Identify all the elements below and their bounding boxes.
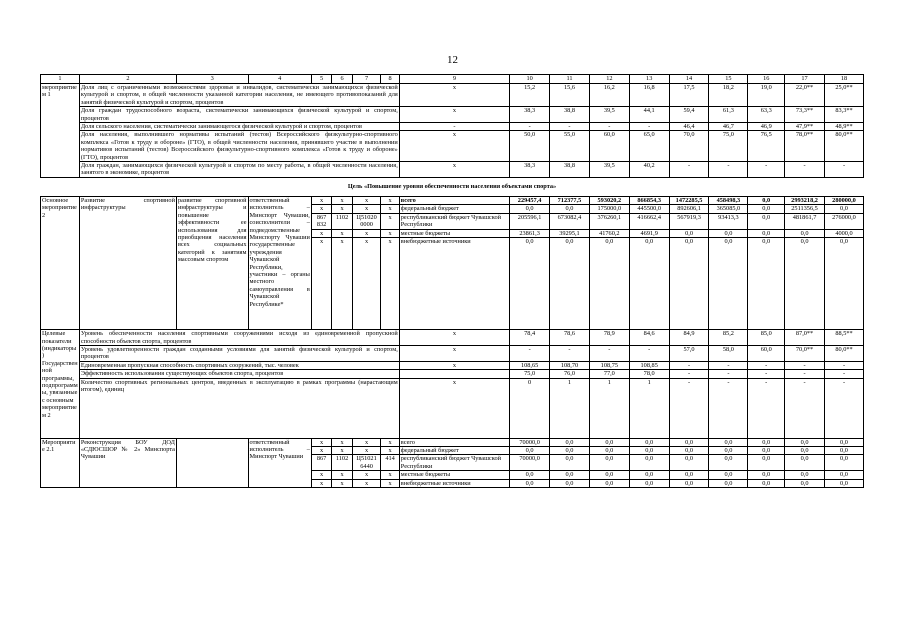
- value-cell: 78,0**: [785, 131, 825, 162]
- code-cell: х: [381, 229, 399, 237]
- code-cell: х: [381, 196, 399, 204]
- code-cell: х: [352, 229, 381, 237]
- value-cell: 40,2: [629, 162, 669, 178]
- code-cell: х: [332, 238, 352, 330]
- value-cell: -: [550, 345, 590, 361]
- event-purpose-cell: развитие спортивной инфраструктуры и повышение эффективности ее использования для приобщения населения всех социальных категорий к занятиям массовым спортом: [176, 196, 248, 329]
- value-cell: 0,0: [589, 238, 629, 330]
- code-cell: 414: [381, 455, 399, 471]
- value-cell: 892606,1: [669, 205, 709, 213]
- value-cell: 0,0: [550, 471, 590, 479]
- value-cell: 0,0: [629, 238, 669, 330]
- column-number-cell: 1: [41, 75, 80, 84]
- value-cell: 0,0: [748, 471, 785, 479]
- value-cell: -: [709, 370, 748, 378]
- code-cell: х: [332, 229, 352, 237]
- event-executor-cell: ответственный исполнитель – Минспорт Чувашии, соисполнители – подведомственные Минспорту Чувашии государственные учреждения Чувашской Республики, участники – органы местного самоуправления в Чувашской Республике*: [248, 196, 311, 329]
- event-executor-cell: ответственный исполнитель – Минспорт Чувашии: [248, 438, 311, 487]
- value-cell: 1: [629, 378, 669, 438]
- value-cell: 0,0: [709, 446, 748, 454]
- value-cell: -: [709, 162, 748, 178]
- value-cell: -: [824, 162, 863, 178]
- value-cell: 0,0: [629, 438, 669, 446]
- value-cell: -: [669, 361, 709, 369]
- code-cell: х: [352, 196, 381, 204]
- value-cell: 0,0: [629, 479, 669, 487]
- value-cell: 80,0**: [824, 131, 863, 162]
- value-cell: 70000,0: [510, 438, 550, 446]
- value-cell: 0,0: [748, 196, 785, 204]
- value-cell: -: [748, 378, 785, 438]
- value-cell: 0,0: [510, 446, 550, 454]
- value-cell: 0,0: [629, 446, 669, 454]
- value-cell: 108,70: [550, 361, 590, 369]
- value-cell: 2511356,5: [785, 205, 825, 213]
- event-type-cell: Мероприятие 2.1: [41, 438, 80, 487]
- code-cell: 1102: [332, 213, 352, 229]
- source-cell: х: [399, 162, 509, 178]
- value-cell: 0,0: [510, 205, 550, 213]
- value-cell: 78,9: [589, 330, 629, 346]
- event-type-cell: Основное мероприятие 2: [41, 196, 80, 329]
- value-cell: 44,1: [629, 107, 669, 123]
- column-number-cell: 14: [669, 75, 709, 84]
- value-cell: 76,5: [748, 131, 785, 162]
- value-cell: -: [510, 123, 550, 131]
- value-cell: 0,0: [748, 446, 785, 454]
- code-cell: х: [311, 205, 331, 213]
- column-number-cell: 9: [399, 75, 509, 84]
- funding-source-cell: всего: [399, 196, 509, 204]
- value-cell: 0,0: [669, 479, 709, 487]
- value-cell: 0,0: [669, 238, 709, 330]
- indicator-row: [41, 123, 864, 131]
- value-cell: -: [510, 345, 550, 361]
- funding-source-cell: федеральный бюджет: [399, 205, 509, 213]
- value-cell: 77,0: [589, 370, 629, 378]
- funding-source-cell: внебюджетные источники: [399, 479, 509, 487]
- value-cell: 205596,1: [510, 213, 550, 229]
- value-cell: 0,0: [748, 455, 785, 471]
- value-cell: 0,0: [669, 471, 709, 479]
- value-cell: 50,0: [510, 131, 550, 162]
- funding-source-cell: республиканский бюджет Чувашской Республики: [399, 455, 509, 471]
- block-label-cell: мероприятием 1: [41, 84, 80, 178]
- value-cell: 0,0: [785, 479, 825, 487]
- indicator-row: [41, 345, 864, 361]
- code-cell: х: [311, 238, 331, 330]
- value-cell: 0,0: [550, 205, 590, 213]
- value-cell: -: [669, 370, 709, 378]
- funding-source-cell: местные бюджеты: [399, 229, 509, 237]
- value-cell: -: [589, 345, 629, 361]
- funding-source-cell: всего: [399, 438, 509, 446]
- value-cell: -: [629, 123, 669, 131]
- value-cell: 0,0: [510, 471, 550, 479]
- value-cell: 65,0: [629, 131, 669, 162]
- column-number-cell: 3: [176, 75, 248, 84]
- value-cell: 0,0: [748, 479, 785, 487]
- value-cell: 0,0: [510, 479, 550, 487]
- value-cell: 78,0: [629, 370, 669, 378]
- value-cell: 0,0: [510, 238, 550, 330]
- value-cell: 0,0: [669, 229, 709, 237]
- value-cell: 0,0: [589, 471, 629, 479]
- code-cell: х: [352, 205, 381, 213]
- code-cell: х: [332, 479, 352, 487]
- source-cell: х: [399, 330, 509, 346]
- value-cell: 80,0**: [824, 345, 863, 361]
- value-cell: -: [748, 361, 785, 369]
- value-cell: 0,0: [785, 238, 825, 330]
- value-cell: 0,0: [748, 438, 785, 446]
- header-row: [41, 75, 864, 84]
- source-cell: -: [399, 123, 509, 131]
- indicator-row: [41, 131, 864, 162]
- value-cell: 0,0: [629, 471, 669, 479]
- value-cell: -: [824, 370, 863, 378]
- funding-source-cell: республиканский бюджет Чувашской Республики: [399, 213, 509, 229]
- source-cell: х: [399, 345, 509, 361]
- value-cell: 88,5**: [824, 330, 863, 346]
- goal-title: Цель «Повышение уровня обеспеченности населения объектами спорта»: [41, 177, 864, 196]
- source-cell: х: [399, 131, 509, 162]
- code-cell: х: [332, 438, 352, 446]
- code-cell: х: [311, 229, 331, 237]
- value-cell: 1: [550, 378, 590, 438]
- column-number-cell: 12: [589, 75, 629, 84]
- value-cell: 229457,4: [510, 196, 550, 204]
- value-cell: 70,0: [669, 131, 709, 162]
- indicator-row: [41, 361, 864, 369]
- value-cell: 93413,3: [709, 213, 748, 229]
- value-cell: 57,0: [669, 345, 709, 361]
- value-cell: 280000,0: [824, 196, 863, 204]
- value-cell: 593020,2: [589, 196, 629, 204]
- funding-source-cell: местные бюджеты: [399, 471, 509, 479]
- indicator-row: [41, 378, 864, 438]
- value-cell: -: [748, 370, 785, 378]
- value-cell: -: [748, 162, 785, 178]
- value-cell: -: [709, 361, 748, 369]
- page-number: 12: [447, 54, 458, 66]
- value-cell: 0,0: [669, 455, 709, 471]
- value-cell: 85,0: [748, 330, 785, 346]
- column-number-cell: 4: [248, 75, 311, 84]
- value-cell: 0,0: [550, 479, 590, 487]
- indicator-row: [41, 330, 864, 346]
- value-cell: 84,6: [629, 330, 669, 346]
- code-cell: х: [352, 238, 381, 330]
- code-cell: х: [311, 196, 331, 204]
- value-cell: 4691,9: [629, 229, 669, 237]
- value-cell: 70,0**: [785, 345, 825, 361]
- column-number-cell: 6: [332, 75, 352, 84]
- value-cell: 567919,3: [669, 213, 709, 229]
- value-cell: 61,3: [709, 107, 748, 123]
- value-cell: 0,0: [785, 455, 825, 471]
- source-cell: [399, 370, 509, 378]
- value-cell: 16,8: [629, 84, 669, 107]
- value-cell: 60,0: [589, 131, 629, 162]
- value-cell: 0,0: [709, 479, 748, 487]
- indicator-name-cell: Доля граждан трудоспособного возраста, систематически занимающихся физической культурой и спортом, процентов: [80, 107, 398, 122]
- value-cell: 276000,0: [824, 213, 863, 229]
- value-cell: 0,0: [589, 479, 629, 487]
- value-cell: 0,0: [550, 455, 590, 471]
- value-cell: 38,8: [550, 107, 590, 123]
- column-number-cell: 10: [510, 75, 550, 84]
- value-cell: 85,2: [709, 330, 748, 346]
- code-cell: х: [332, 196, 352, 204]
- column-number-cell: 15: [709, 75, 748, 84]
- event-name-cell: Реконструкция БОУ ДОД «СДЮСШОР № 2» Минспорта Чувашии: [79, 438, 176, 487]
- value-cell: 0,0: [824, 205, 863, 213]
- value-cell: 48,9**: [824, 123, 863, 131]
- value-cell: 0,0: [824, 438, 863, 446]
- value-cell: 0,0: [709, 438, 748, 446]
- value-cell: 866854,3: [629, 196, 669, 204]
- program-table: [40, 74, 864, 488]
- value-cell: 38,8: [550, 162, 590, 178]
- value-cell: 25,0**: [824, 84, 863, 107]
- value-cell: 60,0: [748, 345, 785, 361]
- value-cell: 481861,7: [785, 213, 825, 229]
- value-cell: 416662,4: [629, 213, 669, 229]
- value-cell: -: [669, 162, 709, 178]
- value-cell: 75,0: [709, 131, 748, 162]
- value-cell: 55,0: [550, 131, 590, 162]
- indicator-row: [41, 107, 864, 123]
- indicator-name-cell: Доля сельского населения, систематически занимающегося физической культурой и спортом, процентов: [79, 123, 399, 131]
- value-cell: 15,6: [550, 84, 590, 107]
- value-cell: 0,0: [748, 213, 785, 229]
- value-cell: 0,0: [709, 229, 748, 237]
- source-cell: х: [399, 361, 509, 369]
- value-cell: 0,0: [824, 455, 863, 471]
- code-cell: Ц51021 6440: [352, 455, 381, 471]
- indicator-name-cell: Доля граждан, занимающихся физической культурой и спортом по месту работы, в общей численности населения, занятого в экономике, процентов: [80, 162, 398, 177]
- value-cell: -: [629, 345, 669, 361]
- value-cell: -: [785, 162, 825, 178]
- value-cell: -: [589, 123, 629, 131]
- indicator-name-cell: Уровень обеспеченности населения спортивными сооружениями исходя из единовременной пропускной способности объектов спорта, процентов: [80, 330, 398, 345]
- code-cell: 867 832: [311, 213, 331, 229]
- value-cell: 0,0: [589, 446, 629, 454]
- value-cell: 2993218,2: [785, 196, 825, 204]
- column-number-cell: 7: [352, 75, 381, 84]
- value-cell: -: [709, 378, 748, 438]
- code-cell: х: [381, 205, 399, 213]
- value-cell: 0,0: [589, 438, 629, 446]
- code-cell: 1102: [332, 455, 352, 471]
- value-cell: 0,0: [824, 238, 863, 330]
- column-number-cell: 17: [785, 75, 825, 84]
- code-cell: х: [352, 471, 381, 479]
- funding-source-cell: федеральный бюджет: [399, 446, 509, 454]
- value-cell: 108,65: [510, 361, 550, 369]
- value-cell: 83,3**: [824, 107, 863, 123]
- value-cell: 175000,0: [589, 205, 629, 213]
- value-cell: 0,0: [748, 205, 785, 213]
- column-number-cell: 16: [748, 75, 785, 84]
- code-cell: х: [332, 446, 352, 454]
- goal-row: [41, 177, 864, 196]
- value-cell: 1472285,5: [669, 196, 709, 204]
- value-cell: 58,0: [709, 345, 748, 361]
- value-cell: 0,0: [748, 238, 785, 330]
- value-cell: 84,9: [669, 330, 709, 346]
- value-cell: -: [669, 378, 709, 438]
- empty-cell: [176, 438, 248, 487]
- value-cell: 0,0: [709, 238, 748, 330]
- column-number-cell: 18: [824, 75, 863, 84]
- value-cell: 0,0: [589, 455, 629, 471]
- value-cell: 0,0: [785, 446, 825, 454]
- column-number-cell: 8: [381, 75, 399, 84]
- value-cell: 46,7: [709, 123, 748, 131]
- code-cell: х: [332, 471, 352, 479]
- value-cell: -: [824, 361, 863, 369]
- value-cell: 17,5: [669, 84, 709, 107]
- column-number-cell: 5: [311, 75, 331, 84]
- value-cell: -: [824, 378, 863, 438]
- code-cell: х: [381, 471, 399, 479]
- code-cell: х: [311, 479, 331, 487]
- value-cell: 39295,1: [550, 229, 590, 237]
- value-cell: 0,0: [785, 229, 825, 237]
- value-cell: 47,9**: [785, 123, 825, 131]
- value-cell: -: [785, 370, 825, 378]
- source-cell: х: [399, 84, 509, 107]
- value-cell: 0,0: [824, 479, 863, 487]
- value-cell: 46,9: [748, 123, 785, 131]
- value-cell: 19,0: [748, 84, 785, 107]
- value-cell: 39,5: [589, 162, 629, 178]
- code-cell: х: [352, 446, 381, 454]
- value-cell: 0,0: [785, 471, 825, 479]
- value-cell: 22,0**: [785, 84, 825, 107]
- value-cell: 16,2: [589, 84, 629, 107]
- value-cell: 0,0: [709, 471, 748, 479]
- code-cell: х: [311, 446, 331, 454]
- value-cell: 78,4: [510, 330, 550, 346]
- value-cell: 63,3: [748, 107, 785, 123]
- indicator-name-cell: Единовременная пропускная способность спортивных сооружений, тыс. человек: [79, 361, 399, 369]
- value-cell: 76,0: [550, 370, 590, 378]
- value-cell: -: [785, 378, 825, 438]
- code-cell: х: [381, 446, 399, 454]
- indicator-name-cell: Количество спортивных региональных центров, введенных в эксплуатацию в рамках программы (нарастающим итогом), единиц: [79, 378, 399, 438]
- value-cell: 0: [510, 378, 550, 438]
- indicator-row: [41, 162, 864, 178]
- value-cell: 0,0: [669, 446, 709, 454]
- indicator-name-cell: Доля лиц с ограниченными возможностями здоровья и инвалидов, систематически занимающихся физической культурой и спортом, в общей численности указанной категории населения, не имеющего противопоказаний для занятий физической культурой и спортом, процентов: [80, 84, 398, 106]
- code-cell: х: [311, 471, 331, 479]
- value-cell: 673082,4: [550, 213, 590, 229]
- value-cell: 0,0: [709, 455, 748, 471]
- value-cell: 15,2: [510, 84, 550, 107]
- code-cell: х: [381, 479, 399, 487]
- code-cell: х: [381, 438, 399, 446]
- value-cell: 108,85: [629, 361, 669, 369]
- column-number-cell: 13: [629, 75, 669, 84]
- block-label-cell: Целевые показатели (индикаторы) Государственной программы, подпрограммы, увязанные с основным мероприятием 2: [41, 330, 80, 438]
- code-cell: х: [381, 238, 399, 330]
- value-cell: 18,2: [709, 84, 748, 107]
- value-cell: 712377,5: [550, 196, 590, 204]
- indicator-name-cell: Эффективность использования существующих объектов спорта, процентов: [79, 370, 399, 378]
- indicator-name-cell: Уровень удовлетворенности граждан созданными условиями для занятий физической культурой и спортом, процентов: [80, 345, 398, 361]
- value-cell: 0,0: [824, 471, 863, 479]
- value-cell: 38,3: [510, 162, 550, 178]
- value-cell: 445500,0: [629, 205, 669, 213]
- value-cell: 0,0: [824, 446, 863, 454]
- value-cell: -: [550, 123, 590, 131]
- indicator-name-cell: Доля населения, выполнившего нормативы испытаний (тестов) Всероссийского физкультурно-спортивного комплекса «Готов к труду и обороне» (ГТО), в общей численности населения, принявшего участие в выполнении нормативов испытаний (тестов) Всероссийского физкультурно-спортивного комплекса «Готов к труду и обороне» (ГТО), процентов: [80, 131, 398, 161]
- code-cell: 867: [311, 455, 331, 471]
- funding-source-cell: внебюджетные источники: [399, 238, 509, 330]
- value-cell: 0,0: [669, 438, 709, 446]
- value-cell: 75,0: [510, 370, 550, 378]
- code-cell: х: [311, 438, 331, 446]
- code-cell: Ц51020 0000: [352, 213, 381, 229]
- value-cell: 108,75: [589, 361, 629, 369]
- value-cell: 365085,0: [709, 205, 748, 213]
- event-name-cell: Развитие спортивной инфраструктуры: [79, 196, 176, 329]
- value-cell: 1: [589, 378, 629, 438]
- value-cell: 0,0: [629, 455, 669, 471]
- value-cell: 0,0: [550, 446, 590, 454]
- value-cell: 0,0: [550, 438, 590, 446]
- value-cell: -: [785, 361, 825, 369]
- value-cell: 38,3: [510, 107, 550, 123]
- value-cell: 39,5: [589, 107, 629, 123]
- value-cell: 41760,2: [589, 229, 629, 237]
- value-cell: 458498,3: [709, 196, 748, 204]
- code-cell: х: [332, 205, 352, 213]
- code-cell: х: [381, 213, 399, 229]
- financing-row: [41, 196, 864, 204]
- source-cell: х: [399, 378, 509, 438]
- indicator-row: [41, 84, 864, 107]
- financing-row: [41, 438, 864, 446]
- code-cell: х: [352, 479, 381, 487]
- value-cell: 0,0: [550, 238, 590, 330]
- source-cell: х: [399, 107, 509, 123]
- value-cell: 23861,3: [510, 229, 550, 237]
- value-cell: 4000,0: [824, 229, 863, 237]
- indicator-row: [41, 370, 864, 378]
- value-cell: 0,0: [748, 229, 785, 237]
- value-cell: 46,4: [669, 123, 709, 131]
- code-cell: х: [352, 438, 381, 446]
- value-cell: 70000,0: [510, 455, 550, 471]
- value-cell: 0,0: [785, 438, 825, 446]
- table-body: [41, 75, 864, 488]
- value-cell: 73,3**: [785, 107, 825, 123]
- column-number-cell: 2: [79, 75, 176, 84]
- value-cell: 376260,1: [589, 213, 629, 229]
- column-number-cell: 11: [550, 75, 590, 84]
- value-cell: 87,0**: [785, 330, 825, 346]
- value-cell: 59,4: [669, 107, 709, 123]
- value-cell: 78,6: [550, 330, 590, 346]
